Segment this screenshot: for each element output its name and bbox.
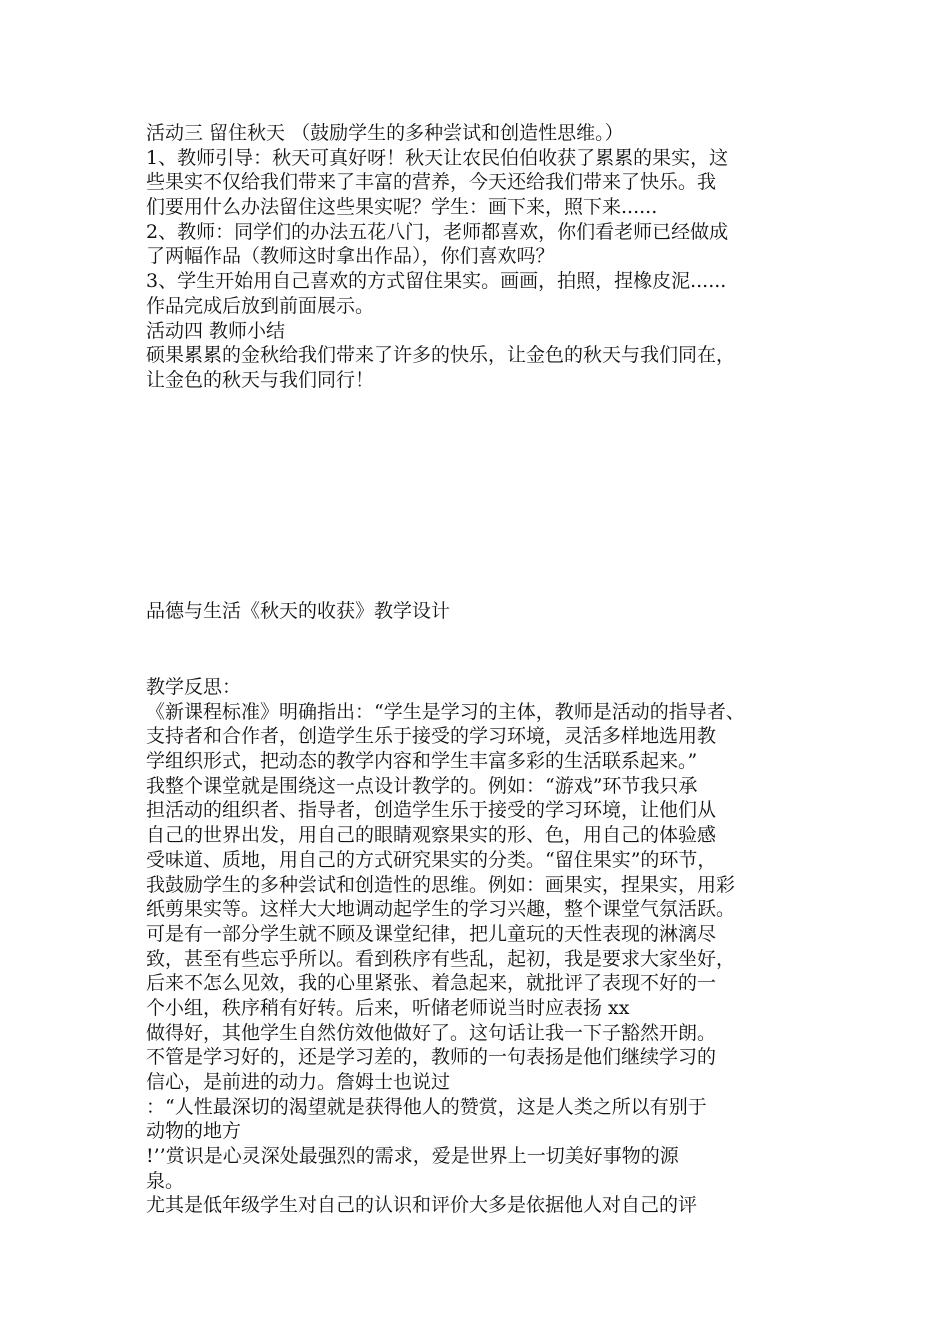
reflection-text-line: 我整个课堂就是围绕这一点设计教学的。例如：“游戏”环节我只承 bbox=[146, 774, 698, 797]
reflection-text-line: 可是有一部分学生就不顾及课堂纪律，把儿童玩的天性表现的淋漓尽 bbox=[146, 922, 717, 945]
activity-text-line: 1、教师引导：秋天可真好呀！秋天让农民伯伯收获了累累的果实，这 bbox=[146, 146, 729, 169]
reflection-text-line: 动物的地方 bbox=[146, 1120, 242, 1143]
reflection-text-line: 信心，是前进的动力。詹姆士也说过 bbox=[146, 1071, 451, 1093]
reflection-text-line: 泉。 bbox=[146, 1169, 185, 1192]
activity-text-line: 硕果累累的金秋给我们带来了许多的快乐，让金色的秋天与我们同在， bbox=[146, 344, 736, 367]
reflection-text-line: 做得好，其他学生自然仿效他做好了。这句话让我一下子豁然开朗。 bbox=[146, 1021, 717, 1044]
activity-text-line: 们要用什么办法留住这些果实呢？学生：画下来，照下来...... bbox=[146, 196, 658, 219]
reflection-text-line: 后来不怎么见效，我的心里紧张、着急起来，就批评了表现不好的一 bbox=[146, 972, 717, 995]
teaching-reflection-section bbox=[146, 675, 826, 1218]
activity-text-line: 活动三 留住秋天 （鼓励学生的多种尝试和创造性思维。） bbox=[146, 122, 624, 144]
reflection-text-line: 不管是学习好的，还是学习差的，教师的一句表扬是他们继续学习的 bbox=[146, 1046, 717, 1069]
reflection-text-line: 纸剪果实等。这样大大地调动起学生的学习兴趣，整个课堂气氛活跃。 bbox=[146, 898, 736, 921]
reflection-text-line: 个小组，秩序稍有好转。后来，听储老师说当时应表扬 xx bbox=[146, 996, 630, 1019]
document-title-text: 品德与生活《秋天的收获》教学设计 bbox=[146, 600, 451, 622]
document-title bbox=[146, 599, 826, 624]
activity-text-line: 活动四 教师小结 bbox=[146, 319, 286, 342]
reflection-text-line: 教学反思： bbox=[146, 676, 242, 698]
reflection-text-line: 学组织形式，把动态的教学内容和学生丰富多彩的生活联系起来。” bbox=[146, 750, 698, 773]
activity-text-line: 作品完成后放到前面展示。 bbox=[146, 294, 375, 317]
reflection-text-line: 尤其是低年级学生对自己的认识和评价大多是依据他人对自己的评 bbox=[146, 1194, 698, 1217]
activity-section bbox=[146, 121, 826, 393]
activity-text-line: 些果实不仅给我们带来了丰富的营养，今天还给我们带来了快乐。我 bbox=[146, 171, 717, 194]
reflection-text-line: !’’赏识是心灵深处最强烈的需求，爱是世界上一切美好事物的源 bbox=[146, 1145, 679, 1168]
activity-text-line: 2、教师：同学们的办法五花八门，老师都喜欢，你们看老师已经做成 bbox=[146, 220, 729, 243]
reflection-text-line: ：“人性最深切的渴望就是获得他人的赞赏，这是人类之所以有别于 bbox=[146, 1095, 707, 1118]
activity-text-line: 了两幅作品（教师这时拿出作品），你们喜欢吗？ bbox=[146, 245, 555, 268]
activity-text-line: 让金色的秋天与我们同行！ bbox=[146, 368, 375, 391]
reflection-text-line: 受味道、质地，用自己的方式研究果实的分类。“留住果实”的环节， bbox=[146, 848, 717, 871]
reflection-text-line: 致，甚至有些忘乎所以。看到秩序有些乱，起初，我是要求大家坐好， bbox=[146, 947, 736, 970]
reflection-text-line: 自己的世界出发，用自己的眼睛观察果实的形、色，用自己的体验感 bbox=[146, 824, 717, 847]
reflection-text-line: 《新课程标准》明确指出：“学生是学习的主体，教师是活动的指导者、 bbox=[146, 700, 745, 723]
activity-text-line: 3、学生开始用自己喜欢的方式留住果实。画画，拍照，捏橡皮泥...... bbox=[146, 270, 727, 293]
reflection-text-line: 担活动的组织者、指导者，创造学生乐于接受的学习环境，让他们从 bbox=[146, 799, 717, 822]
reflection-text-line: 支持者和合作者，创造学生乐于接受的学习环境，灵活多样地选用教 bbox=[146, 725, 717, 748]
reflection-text-line: 我鼓励学生的多种尝试和创造性的思维。例如：画果实，捏果实，用彩 bbox=[146, 873, 736, 896]
